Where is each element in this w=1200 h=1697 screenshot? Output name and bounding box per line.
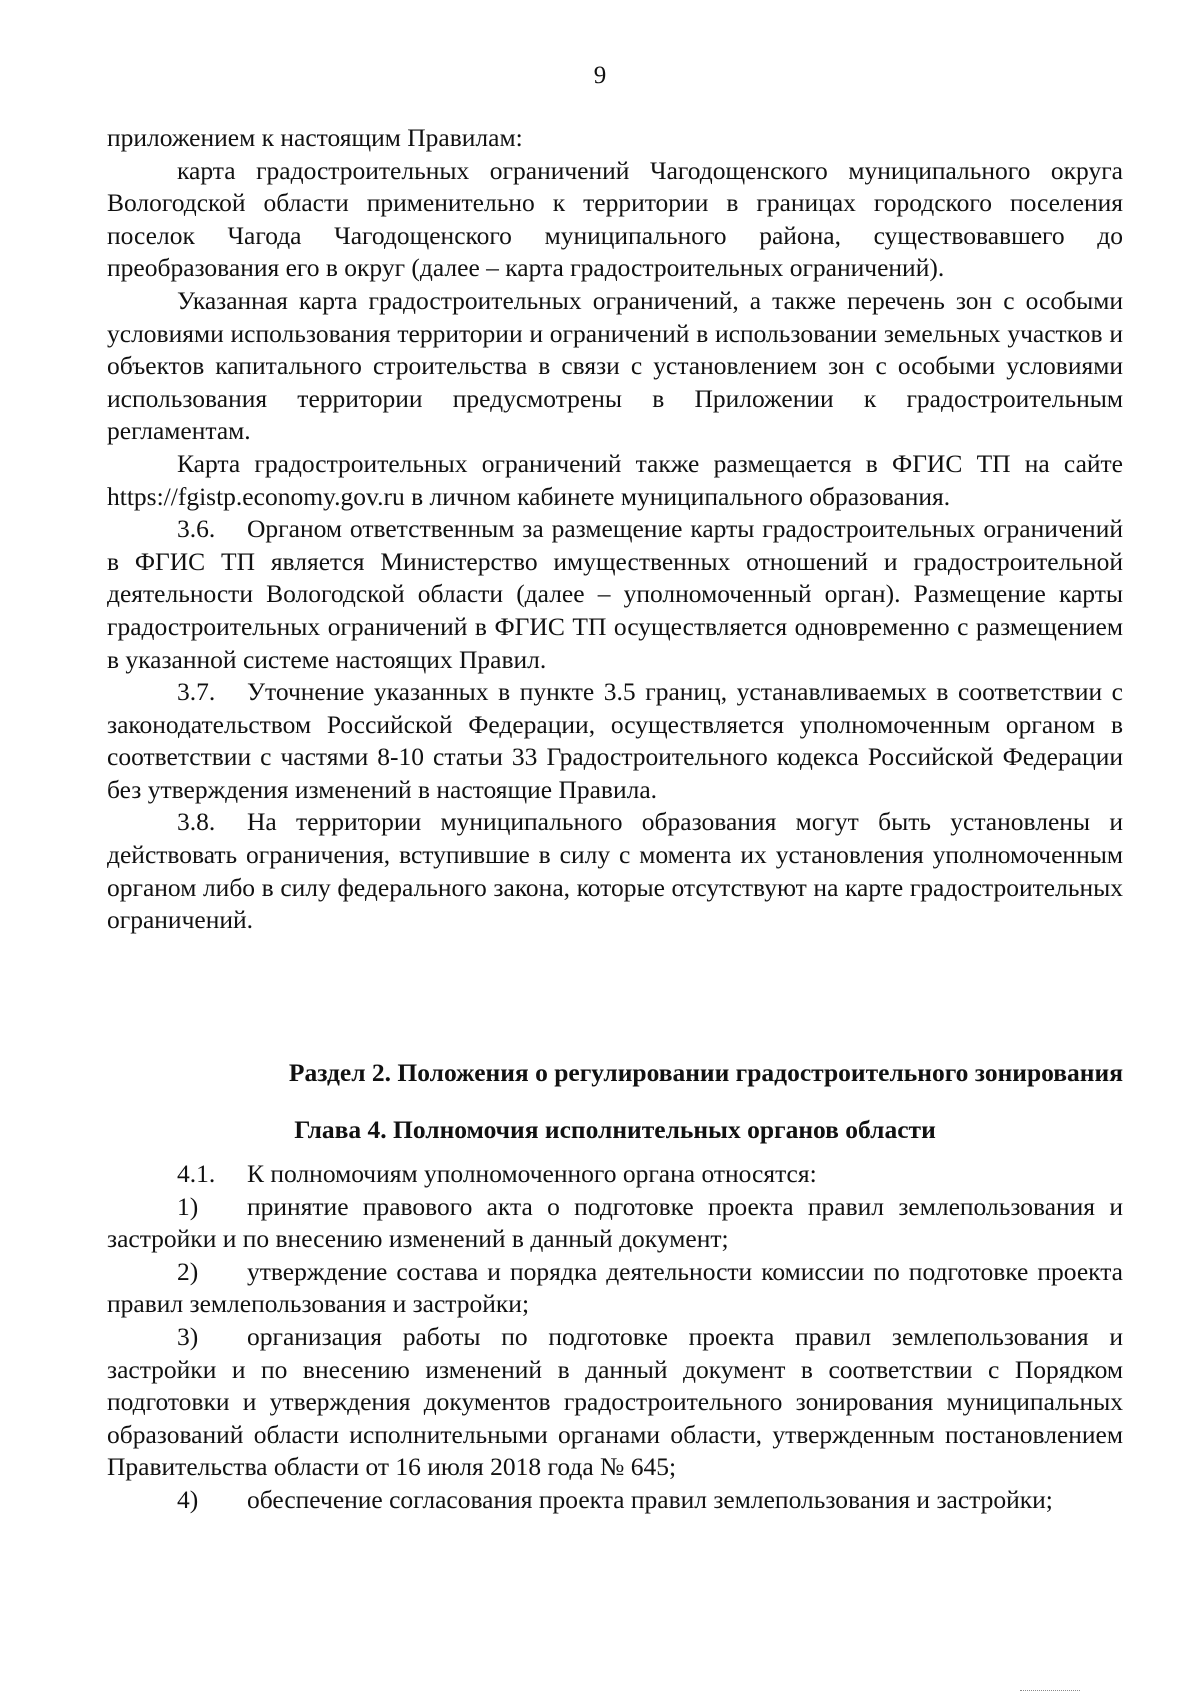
clause-text: На территории муниципального образования могут быть установлены и действовать ограничения, вступившие в силу с момента их установления уполномоченным органом либо в силу федерального закона, которые отсутствуют на карте градостроительных ограничений. — [107, 807, 1123, 935]
clause-4-1 — [107, 1158, 1123, 1191]
list-item-number: 2) — [177, 1256, 199, 1286]
clause-3-7 — [107, 676, 1123, 806]
scan-artifact — [1020, 1680, 1080, 1691]
paragraph-map-zones: Указанная карта градостроительных ограничений, а также перечень зон с особыми условиями использования территории и ограничений в использовании земельных участков и объектов капитального строительства в связи с установлением зон с особыми условиями использования территории предусмотрены в Приложении к градостроительным регламентам. — [107, 285, 1123, 446]
list-item-3 — [107, 1321, 1123, 1484]
list-item-4 — [107, 1484, 1123, 1517]
clause-text: Уточнение указанных в пункте 3.5 границ, устанавливаемых в соответствии с законодательством Российской Федерации, осуществляется уполномоченным органом в соответствии с частями 8-10 статьи 33 Градостроительного кодекса Российской Федерации без утверждения изменений в настоящие Правила. — [107, 677, 1123, 804]
paragraph-continuation: приложением к настоящим Правилам: — [107, 123, 523, 152]
body-text-lower — [107, 1158, 1123, 1517]
clause-3-8 — [107, 806, 1123, 936]
list-item-text: обеспечение согласования проекта правил землепользования и застройки; — [247, 1484, 1053, 1514]
clause-number: 3.7. — [177, 677, 216, 707]
list-item-number: 1) — [177, 1191, 199, 1221]
list-item-number: 3) — [177, 1321, 199, 1351]
list-item-text: организация работы по подготовке проекта правил землепользования и застройки и по внесению изменений в данный документ в соответствии с Порядком подготовки и утверждения документов градостроительного зонирования муниципальных образований области исполнительными органами области, утвержденным постановлением Правительства области от 16 июля 2018 года № 645; — [107, 1321, 1123, 1482]
list-item-number: 4) — [177, 1484, 199, 1514]
chapter-heading: Глава 4. Полномочия исполнительных органов области — [294, 1115, 936, 1144]
list-item-1 — [107, 1191, 1123, 1256]
clause-3-6 — [107, 513, 1123, 676]
clause-number: 3.8. — [177, 807, 216, 837]
page-number: 9 — [593, 62, 607, 89]
clause-text: Органом ответственным за размещение карты градостроительных ограничений в ФГИС ТП является Министерство имущественных отношений и градостроительной деятельности Вологодской области (далее – уполномоченный орган). Размещение карты градостроительных ограничений в ФГИС ТП осуществляется одновременно с размещением в указанной системе настоящих Правил. — [107, 514, 1123, 674]
paragraph-fgis-placement: Карта градостроительных ограничений также размещается в ФГИС ТП на сайте https://fgistp.economy.gov.ru в личном кабинете муниципального образования. — [107, 448, 1123, 511]
list-item-text: утверждение состава и порядка деятельности комиссии по подготовке проекта правил землепользования и застройки; — [107, 1256, 1123, 1319]
clause-number: 4.1. — [177, 1159, 216, 1188]
paragraph-map-description: карта градостроительных ограничений Чагодощенского муниципального округа Вологодской области применительно к территории в границах городского поселения поселок Чагода Чагодощенского муниципального района, существовавшего до преобразования его в округ (далее – карта градостроительных ограничений). — [107, 155, 1123, 283]
list-item-text: принятие правового акта о подготовке проекта правил землепользования и застройки и по внесению изменений в данный документ; — [107, 1191, 1123, 1254]
list-item-2 — [107, 1256, 1123, 1321]
clause-text: К полномочиям уполномоченного органа относятся: — [247, 1159, 817, 1188]
clause-number: 3.6. — [177, 514, 216, 544]
body-text-upper — [107, 122, 1123, 937]
section-heading: Раздел 2. Положения о регулировании градостроительного зонирования — [288, 1058, 1123, 1087]
